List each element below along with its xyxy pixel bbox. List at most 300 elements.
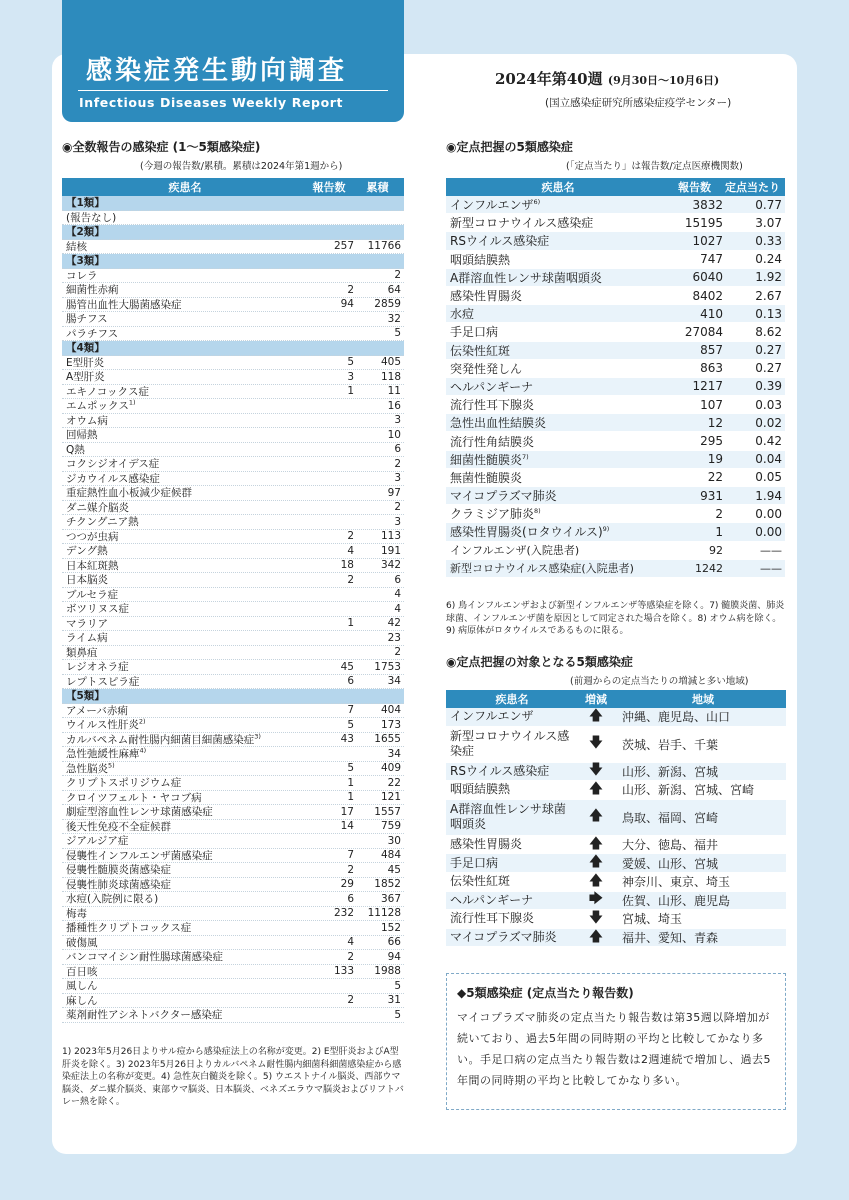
per-sentinel-value: 0.77: [755, 197, 782, 212]
report-count: 2: [715, 506, 723, 521]
table-row: [62, 733, 404, 748]
week-range: (9月30日～10月6日): [607, 74, 720, 87]
disease-name: [62, 775, 304, 790]
table-row: [446, 781, 786, 800]
cumulative-count: 97: [387, 486, 401, 499]
cumulative-count: 22: [387, 776, 401, 789]
footnote-ref: 6): [533, 198, 541, 207]
table-row: [446, 232, 785, 250]
disease-name: 伝染性紅斑: [450, 874, 511, 889]
per-sentinel-value: 0.00: [755, 506, 782, 521]
disease-name-text: 百日咳: [66, 965, 98, 978]
table-row: [446, 469, 785, 487]
disease-name: [446, 378, 666, 395]
cumulative-count: 113: [380, 530, 401, 543]
disease-name: [446, 214, 666, 231]
week-number: 2024年第40週: [495, 70, 603, 88]
report-count: 14: [340, 820, 354, 833]
cumulative-count: 2: [394, 457, 401, 470]
footnote-ref: 4): [139, 746, 147, 755]
trend-arrow-down-icon: 🡇: [588, 909, 604, 926]
disease-name-text: 伝染性紅斑: [450, 343, 511, 358]
disease-name: ヘルパンギーナ: [450, 892, 534, 907]
disease-name-text: オウム病: [66, 414, 108, 427]
report-count: 857: [700, 343, 723, 358]
disease-name-text: 【2類】: [66, 226, 105, 239]
disease-name-text: マラリア: [66, 617, 108, 630]
trend-table: [446, 690, 786, 947]
cumulative-count: 1988: [374, 965, 401, 978]
report-count: 1217: [692, 379, 723, 394]
table-row: [446, 542, 785, 560]
table-row: [62, 385, 404, 400]
table-row: [62, 443, 404, 458]
report-count: 2: [347, 283, 354, 296]
disease-name: [446, 487, 666, 504]
disease-name: [62, 949, 304, 964]
summary-box: [446, 973, 786, 1110]
cumulative-count: 2859: [374, 298, 401, 311]
title-en: Infectious Diseases Weekly Report: [79, 95, 344, 110]
disease-name: [62, 833, 304, 848]
table-row: [62, 312, 404, 327]
disease-name-text: インフルエンザ(入院患者): [450, 544, 580, 558]
disease-name: 感染性胃腸炎: [450, 837, 523, 852]
disease-name-text: 【1類】: [66, 197, 105, 210]
disease-name: [446, 542, 666, 558]
disease-name: [62, 471, 304, 486]
disease-name-text: デング熱: [66, 545, 108, 558]
disease-name: [62, 224, 304, 239]
disease-name-text: 新型コロナウイルス感染症: [450, 216, 594, 231]
disease-name: [62, 703, 304, 718]
disease-name: [446, 251, 666, 268]
table-row: [62, 501, 404, 516]
footnote-ref: 8): [534, 507, 541, 516]
region-list: 鳥取、福岡、宮崎: [622, 810, 719, 825]
table-row: [62, 486, 404, 501]
table-row: [62, 892, 404, 907]
disease-name: [62, 239, 304, 254]
disease-name: [446, 323, 666, 340]
disease-name-text: 急性出血性結膜炎: [450, 416, 547, 431]
disease-name: [62, 978, 304, 993]
table-row: [62, 660, 404, 675]
cumulative-count: 4: [394, 588, 401, 601]
disease-name-text: クラミジア肺炎: [450, 507, 535, 522]
cumulative-count: 31: [387, 994, 401, 1007]
disease-name-text: レジオネラ症: [66, 661, 129, 674]
report-count: 3: [347, 370, 354, 383]
disease-name-text: 細菌性赤痢: [66, 284, 119, 297]
cumulative-count: 16: [387, 399, 401, 412]
disease-name: 咽頭結膜熱: [450, 782, 511, 797]
cumulative-count: 11766: [367, 240, 401, 253]
per-sentinel-value: 1.94: [755, 488, 782, 503]
disease-name: [446, 505, 666, 522]
disease-name: [62, 413, 304, 428]
category-row: [62, 225, 404, 240]
cumulative-count: 1655: [374, 733, 401, 746]
disease-name: [62, 355, 304, 370]
title-divider: [78, 90, 388, 91]
disease-name-text: 腸チフス: [66, 313, 108, 326]
disease-name-text: ウイルス性肝炎: [66, 719, 139, 732]
disease-name-text: A群溶血性レンサ球菌咽頭炎: [450, 270, 602, 285]
table-row: [446, 505, 785, 523]
disease-name-text: E型肝炎: [66, 356, 105, 369]
table-row: [62, 762, 404, 777]
cumulative-count: 66: [387, 936, 401, 949]
table-row: [446, 523, 785, 541]
table-row: [62, 370, 404, 385]
disease-name-text: 急性脳炎: [66, 762, 108, 775]
right-section-note: (「定点当たり」は報告数/定点医療機関数): [566, 161, 743, 172]
trend-arrow-down-icon: 🡇: [588, 762, 604, 779]
disease-name: [62, 268, 304, 283]
table-row: [62, 211, 404, 226]
disease-name: [446, 560, 666, 576]
disease-name: [62, 891, 304, 906]
table-row: [62, 1008, 404, 1023]
disease-name-text: 急性弛緩性麻痺: [66, 748, 140, 761]
disease-name-text: ライム病: [66, 632, 108, 645]
trend-arrow-up-icon: 🡅: [588, 780, 604, 797]
per-sentinel-value: 0.27: [755, 343, 782, 358]
disease-name-text: 侵襲性髄膜炎菌感染症: [66, 864, 171, 877]
disease-name-text: 日本脳炎: [66, 574, 108, 587]
disease-name: [62, 688, 304, 703]
disease-name-text: ブルセラ症: [66, 588, 119, 601]
table-row: [446, 214, 785, 232]
disease-name: [446, 523, 666, 540]
table-row: [62, 617, 404, 632]
disease-name-text: アメーバ赤痢: [66, 704, 128, 717]
disease-name-text: 腸管出血性大腸菌感染症: [66, 298, 182, 311]
cumulative-count: 4: [394, 602, 401, 615]
per-sentinel-value: 3.07: [755, 215, 782, 230]
disease-name: [62, 993, 304, 1008]
institute-label: (国立感染症研究所感染症疫学センター): [545, 97, 732, 109]
disease-name: [62, 253, 304, 268]
disease-name-text: インフルエンザ: [450, 198, 534, 213]
disease-name-text: 結核: [66, 240, 87, 253]
cumulative-count: 5: [394, 1008, 401, 1021]
cumulative-count: 94: [387, 950, 401, 963]
trend-section-note: (前週からの定点当たりの増減と多い地域): [570, 676, 749, 687]
disease-name: [446, 342, 666, 359]
category-row: [62, 689, 404, 704]
cumulative-count: 152: [380, 921, 401, 934]
disease-name: [446, 269, 666, 286]
table-row: [446, 251, 785, 269]
title-jp: 感染症発生動向調査: [86, 56, 348, 86]
region-list: 愛媛、山形、宮城: [622, 856, 719, 871]
disease-name: [62, 384, 304, 399]
report-count: 4: [347, 936, 354, 949]
disease-name: [62, 935, 304, 950]
notifiable-table: [62, 178, 404, 1023]
report-count: 29: [340, 878, 354, 891]
report-count: 6040: [692, 270, 723, 285]
cumulative-count: 3: [394, 515, 401, 528]
table-row: [62, 907, 404, 922]
disease-name: [62, 398, 304, 413]
disease-name: [62, 572, 304, 587]
trend-arrow-up-icon: 🡅: [588, 928, 604, 945]
disease-name-text: パラチフス: [66, 327, 119, 340]
disease-name-text: 咽頭結膜熱: [450, 252, 511, 267]
disease-name-text: 【5類】: [66, 690, 105, 703]
per-sentinel-value: 0.42: [755, 434, 782, 449]
disease-name: 流行性耳下腺炎: [450, 911, 535, 926]
per-sentinel-value: 2.67: [755, 288, 782, 303]
disease-name: [62, 195, 304, 210]
table-row: [62, 573, 404, 588]
region-list: 山形、新潟、宮城: [622, 764, 719, 779]
table-row: [62, 472, 404, 487]
cumulative-count: 173: [380, 718, 401, 731]
per-sentinel-value: 0.04: [755, 452, 782, 467]
disease-name-text: コレラ: [66, 269, 98, 282]
disease-name: [446, 469, 666, 486]
col-cumulative: 累積: [366, 181, 389, 194]
cumulative-count: 5: [394, 327, 401, 340]
category-row: [62, 254, 404, 269]
report-count: 1: [347, 617, 354, 630]
disease-name: [62, 761, 304, 776]
per-sentinel-value: 8.62: [755, 324, 782, 339]
disease-name-text: 感染性胃腸炎(ロタウイルス): [450, 525, 603, 540]
footnote-ref: 9): [602, 525, 610, 534]
table-row: [446, 432, 785, 450]
table-row: [62, 834, 404, 849]
disease-name-text: 流行性角結膜炎: [450, 434, 535, 449]
report-count: 45: [340, 660, 354, 673]
disease-name-text: コクシジオイデス症: [66, 458, 160, 471]
cumulative-count: 2: [394, 501, 401, 514]
disease-name-text: 流行性耳下腺炎: [450, 398, 535, 413]
disease-name-text: チクングニア熱: [66, 516, 139, 529]
trend-section-title: ◉定点把握の対象となる5類感染症: [446, 655, 633, 669]
cumulative-count: 1753: [374, 660, 401, 673]
disease-name-text: 播種性クリプトコックス症: [66, 922, 192, 935]
cumulative-count: 23: [387, 631, 401, 644]
disease-name: [62, 616, 304, 631]
region-list: 佐賀、山形、鹿児島: [622, 893, 731, 908]
disease-name: RSウイルス感染症: [450, 763, 550, 778]
trend-arrow-up-icon: 🡅: [588, 872, 604, 889]
report-count: 3832: [692, 197, 723, 212]
disease-name: [62, 674, 304, 689]
disease-name: [62, 297, 304, 312]
right-section-title: ◉定点把握の5類感染症: [446, 140, 573, 154]
category-row: [62, 196, 404, 211]
cumulative-count: 34: [387, 747, 401, 760]
cumulative-count: 5: [394, 979, 401, 992]
table-row: [62, 269, 404, 284]
disease-name: [62, 906, 304, 921]
cumulative-count: 3: [394, 414, 401, 427]
cumulative-count: 1557: [374, 805, 401, 818]
report-count: 257: [333, 240, 354, 253]
report-count: 1: [347, 385, 354, 398]
cumulative-count: 342: [380, 559, 401, 572]
table-row: [446, 269, 785, 287]
disease-name: [62, 804, 304, 819]
report-count: 7: [347, 704, 354, 717]
footnote-ref: 5): [108, 761, 115, 770]
report-count: 747: [700, 252, 723, 267]
disease-name: [62, 920, 304, 935]
table-row: [62, 805, 404, 820]
trend-arrow-down-icon: 🡇: [588, 735, 604, 752]
disease-name: [62, 340, 304, 355]
col-disease: 疾患名: [541, 181, 575, 194]
report-count: 2: [347, 573, 354, 586]
col-per-sentinel: 定点当たり: [725, 181, 780, 194]
summary-title: ◆5類感染症 (定点当たり報告数): [457, 986, 634, 1000]
cumulative-count: 2: [394, 269, 401, 282]
table-row: [446, 487, 785, 505]
report-count: 4: [347, 544, 354, 557]
table-row: [62, 530, 404, 545]
disease-name-text: 重症熱性血小板減少症候群: [66, 487, 192, 500]
cumulative-count: 2: [394, 646, 401, 659]
cumulative-count: 6: [394, 573, 401, 586]
disease-name: [62, 210, 304, 225]
disease-name-text: ジアルジア症: [66, 835, 129, 848]
category-row: [62, 341, 404, 356]
disease-name: [62, 862, 304, 877]
table-row: [446, 378, 785, 396]
report-count: 17: [340, 805, 354, 818]
trend-arrow-up-icon: 🡅: [588, 808, 604, 825]
disease-name: [446, 451, 666, 468]
disease-name: [62, 326, 304, 341]
report-count: 1: [347, 791, 354, 804]
cumulative-count: 3: [394, 472, 401, 485]
table-row: [446, 708, 786, 727]
summary-body: マイコプラズマ肺炎の定点当たり報告数は第35週以降増加が続いており、過去5年間の同時期の平均と比較してかなり多い。手足口病の定点当たり報告数は2週連続で増加し、過去5年間の同時期の平均と比較してかなり多い。: [457, 1011, 771, 1087]
report-count: 2: [347, 863, 354, 876]
disease-name: [62, 311, 304, 326]
disease-name-text: レプトスピラ症: [66, 675, 140, 688]
disease-name-text: 手足口病: [450, 325, 499, 340]
disease-name: [62, 514, 304, 529]
disease-name: [62, 601, 304, 616]
region-list: 福井、愛知、青森: [622, 931, 719, 946]
disease-name-text: エムポックス: [66, 400, 129, 413]
report-count: 863: [700, 361, 723, 376]
report-count: 7: [347, 849, 354, 862]
disease-name: [62, 427, 304, 442]
table-row: [62, 878, 404, 893]
disease-name-text: マイコプラズマ肺炎: [450, 489, 557, 504]
report-count: 92: [709, 543, 723, 557]
report-count: 19: [707, 452, 723, 467]
col-disease: 疾患名: [168, 181, 202, 194]
disease-name: [446, 360, 666, 377]
col-disease: 疾患名: [495, 692, 529, 706]
table-row: [62, 327, 404, 342]
disease-name: [62, 790, 304, 805]
disease-name-text: 無菌性髄膜炎: [450, 470, 523, 485]
right-footnote: 6) 鳥インフルエンザおよび新型インフルエンザ等感染症を除く。7) 髄膜炎菌、肺炎球菌、インフルエンザ菌を原因として同定された場合を除く。8) オウム病を除く。9) 病原体がロタウイルスであるものに限る。: [446, 601, 785, 636]
cumulative-count: 30: [387, 834, 401, 847]
table-row: [446, 287, 785, 305]
per-sentinel-value: 0.05: [755, 470, 782, 485]
trend-arrow-up-icon: 🡅: [588, 835, 604, 852]
cumulative-count: 64: [387, 283, 401, 296]
left-section-title: ◉全数報告の感染症 (1～5類感染症): [62, 140, 261, 154]
report-count: 12: [707, 415, 723, 430]
disease-name: [62, 659, 304, 674]
table-row: [446, 800, 786, 836]
sentinel-table-body: [446, 196, 785, 578]
disease-name-text: ダニ媒介脳炎: [66, 501, 129, 514]
disease-name-text: 破傷風: [66, 936, 98, 949]
disease-name-text: 細菌性髄膜炎: [450, 452, 523, 467]
disease-name-text: 水痘: [450, 307, 475, 322]
disease-name: [446, 232, 666, 249]
report-count: 2: [347, 530, 354, 543]
table-row: [62, 820, 404, 835]
disease-name: [62, 819, 304, 834]
disease-name-text: ボツリヌス症: [66, 603, 129, 616]
report-count: 931: [700, 488, 723, 503]
disease-name-text: A型肝炎: [66, 371, 105, 384]
col-count: 報告数: [678, 181, 711, 194]
table-row: [62, 994, 404, 1009]
region-list: 神奈川、東京、埼玉: [622, 875, 731, 890]
cumulative-count: 759: [380, 820, 401, 833]
table-row: [446, 305, 785, 323]
report-count: 27084: [684, 324, 723, 339]
cumulative-count: 409: [380, 762, 401, 775]
disease-name: [62, 1007, 304, 1022]
cumulative-count: 121: [380, 791, 401, 804]
table-row: [62, 588, 404, 603]
report-count: 5: [347, 762, 354, 775]
cumulative-count: 404: [380, 704, 401, 717]
disease-name: [62, 369, 304, 384]
footnote-ref: 3): [254, 732, 261, 741]
disease-name-text: 侵襲性インフルエンザ菌感染症: [66, 849, 213, 862]
disease-name: [62, 717, 304, 732]
disease-name-text: 【3類】: [66, 255, 105, 268]
region-list: 沖縄、鹿児島、山口: [622, 710, 731, 725]
report-count: 8402: [692, 288, 723, 303]
disease-name: A群溶血性レンサ球菌咽頭炎: [450, 802, 566, 832]
table-row: [446, 414, 785, 432]
table-row: [62, 718, 404, 733]
table-row: [62, 704, 404, 719]
cumulative-count: 1852: [374, 878, 401, 891]
table-row: [62, 863, 404, 878]
disease-name-text: 新型コロナウイルス感染症(入院患者): [450, 562, 634, 576]
per-sentinel-value: 0.24: [755, 252, 782, 267]
cumulative-count: 10: [387, 428, 401, 441]
disease-name-text: 日本紅斑熱: [66, 559, 119, 572]
report-count: 6: [347, 675, 354, 688]
table-row: [62, 356, 404, 371]
table-row: [446, 929, 786, 948]
table-row: [62, 283, 404, 298]
cumulative-count: 484: [380, 849, 401, 862]
report-count: 410: [700, 306, 723, 321]
disease-name: [62, 746, 304, 761]
